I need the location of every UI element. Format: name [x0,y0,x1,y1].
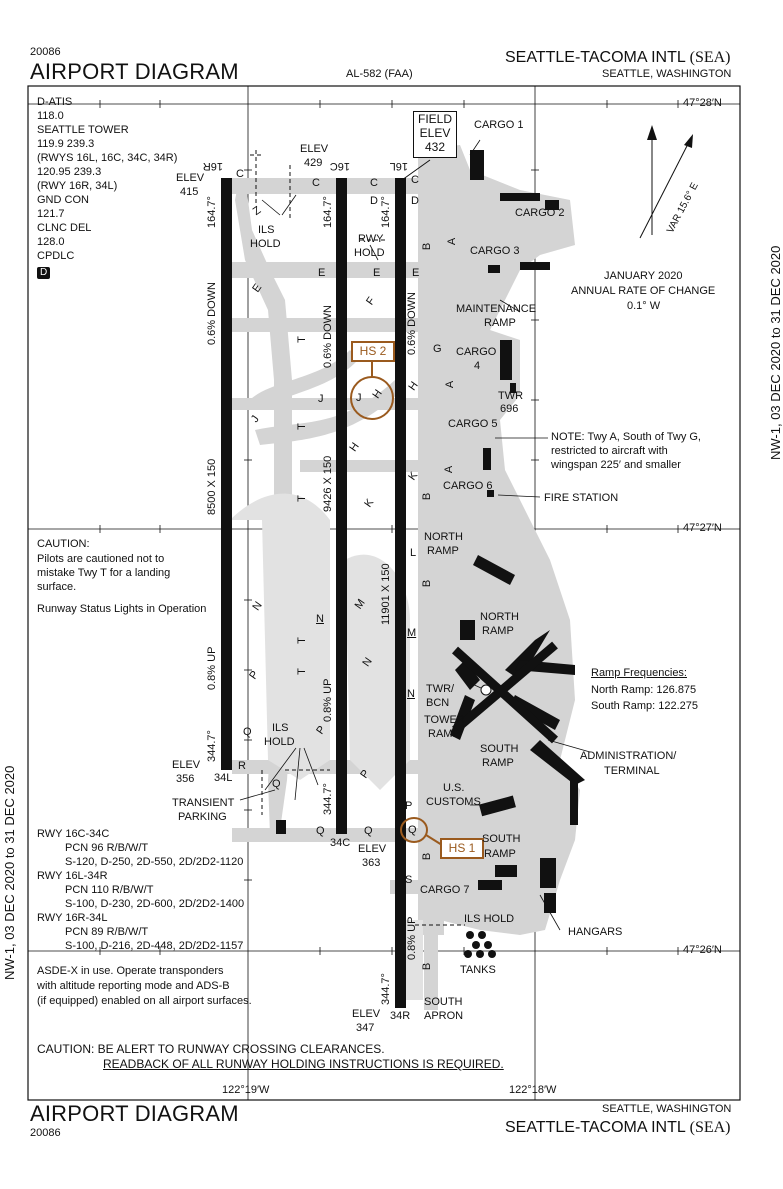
taxiway-n-1: N [250,599,265,613]
ramp-freq-north: North Ramp: 126.875 [591,684,697,696]
taxiway-c-4: C [411,174,419,186]
grid-ticks [100,100,678,955]
tower-freq-2-rwys: (RWY 16R, 34L) [37,180,118,192]
cargo-3-label: CARGO 3 [470,245,520,257]
customs-label-1: U.S. [443,782,465,794]
tower-ramp-label-1: TOWER [424,714,465,726]
ramp-freq-title: Ramp Frequencies: [591,667,687,679]
true-north-arrow [647,125,657,140]
rate-date: JANUARY 2020 [604,270,683,282]
taxiway-q-1: Q [243,726,252,738]
tanks-label: TANKS [460,964,496,976]
caution-2-line-2: READBACK OF ALL RUNWAY HOLDING INSTRUCTIONS IS REQUIRED. [103,1057,504,1071]
elev-34l-label: ELEV [172,759,201,771]
transient-label-1: TRANSIENT [172,797,235,809]
elev-16r-value: 415 [180,186,199,198]
rwy-16l-dimensions: 11901 X 150 [380,563,392,625]
south-apron-label-2: APRON [424,1010,464,1022]
gnd-freq: 121.7 [37,208,65,220]
cargo-4-label: CARGO [456,346,497,358]
taxiway-p-2: P [314,723,329,737]
caution-1-title: CAUTION: [37,538,90,550]
north-ramp-2-label-2: RAMP [482,625,514,637]
taxiway-p-3: P [358,767,373,781]
rate-value: 0.1° W [627,300,661,312]
rwy-16r-label: 16R [202,160,223,172]
asde-line-3: (if equipped) enabled on all airport surfaces. [37,995,252,1007]
hotspot-2-label: HS 2 [351,341,395,362]
rsl-note: Runway Status Lights in Operation [37,603,207,615]
rwy-16c-heading: 164.7° [322,196,334,228]
taxiway-t-5: T [295,668,308,675]
taxiway-e-1: E [318,267,326,279]
south-ramp-2-label-2: RAMP [484,848,516,860]
taxiway-s: S [405,874,413,886]
rwy-34l-heading: 344.7° [206,730,218,762]
tower-label: TWR [498,390,524,402]
clnc-freq: 128.0 [37,236,65,248]
taxiway-b-4: B [421,852,434,861]
elev-34r-label: ELEV [352,1008,381,1020]
taxiway-c-2: C [312,177,320,189]
ils-hold-sw-label-1: ILS [272,722,289,734]
pavement-rwy-3: RWY 16R-34L [37,912,108,924]
cargo-6-label: CARGO 6 [443,480,493,492]
taxiway-m-2: M [407,627,417,639]
page-title: AIRPORT DIAGRAM [30,59,239,84]
maintenance-label: MAINTENANCE [456,303,537,315]
footer-procedure-number: 20086 [30,1127,61,1139]
customs-label-2: CUSTOMS [426,796,481,808]
taxiway-j-1: J [356,392,362,404]
field-elev-value: 432 [424,140,446,154]
taxiway-j-2: J [318,393,324,405]
taxiway-p-1: P [247,668,262,682]
pavement-rwy-2-weights: S-100, D-230, 2D-600, 2D/2D2-1400 [65,898,245,910]
taxiway-q-3: Q [316,825,325,837]
note-line-3: wingspan 225′ and smaller [551,459,681,471]
cargo-7-label: CARGO 7 [420,884,470,896]
south-ramp-2-label-1: SOUTH [482,833,521,845]
tower-elevation: 696 [500,403,519,415]
taxiway-t-4: T [295,637,308,644]
rwy-34l-label: 34L [214,772,233,784]
taxiway-b-2: B [421,492,434,501]
taxiway-h-1: H [406,379,421,393]
airport-location: SEATTLE, WASHINGTON [602,68,732,80]
elev-34l-value: 356 [176,773,195,785]
lat-47-28: 47°28′N [683,97,722,109]
north-ramp-label-2: RAMP [427,545,459,557]
taxiway-e-4: E [250,281,265,295]
field-elev-box [413,111,457,158]
tower-freq-1: 119.9 239.3 [37,138,95,150]
tower-freq-2: 120.95 239.3 [37,166,102,178]
mag-var: VAR 15.6° E [665,180,701,236]
fire-station-label: FIRE STATION [544,492,619,504]
elev-16r-label: ELEV [176,172,205,184]
tower-beacon [481,685,491,695]
lat-47-26: 47°26′N [683,944,722,956]
north-ramp-2-label-1: NORTH [480,611,519,623]
admin-label-2: TERMINAL [604,765,660,777]
footer-airport-name [505,1119,731,1137]
taxiway-h-3: H [347,440,362,454]
transient-label-2: PARKING [178,811,227,823]
cargo-5-label: CARGO 5 [448,418,498,430]
elev-16c-value: 429 [304,157,323,169]
rwy-34r-label: 34R [390,1010,411,1022]
twr-bcn-label-1: TWR/ [426,683,455,695]
taxiway-n-3: N [360,655,375,669]
taxiway-t-1: T [295,336,308,343]
pavement-rwy-1-weights: S-120, D-250, 2D-550, 2D/2D2-1120 [65,856,244,868]
taxiway-n-2: N [316,613,324,625]
rwy-34r-slope: 0.8% UP [406,916,418,960]
clnc-label: CLNC DEL [37,222,92,234]
cargo1-building [470,150,484,180]
rwy-16r-slope: 0.6% DOWN [206,282,218,345]
taxiway-z: Z [250,204,264,218]
al-number: AL-582 (FAA) [346,68,413,80]
pavement-rwy-2: RWY 16L-34R [37,870,108,882]
taxiway-b-5: B [421,962,434,971]
taxiway-e-3: E [412,267,420,279]
taxiway-e-2: E [373,267,381,279]
lon-122-18: 122°18′W [509,1084,557,1096]
asde-line-1: ASDE-X in use. Operate transponders [37,965,224,977]
taxiway-d-1: D [370,195,378,207]
taxiway-p-4: P [405,800,413,812]
taxiway-r: R [238,760,246,772]
d-logo-text: D [37,267,50,279]
rwy-34l-slope: 0.8% UP [206,646,218,690]
rwy-16c-slope: 0.6% DOWN [322,305,334,368]
field-elev-label-1: FIELD [417,112,452,126]
south-ramp-label-1: SOUTH [480,743,519,755]
runway-16c-34c [336,178,347,834]
elev-16c-label: ELEV [300,143,329,155]
rwy-16r-dimensions: 8500 X 150 [206,458,218,515]
right-validity-label: NW-1, 03 DEC 2020 to 31 DEC 2020 [768,245,783,460]
taxiway-b-3: B [421,579,434,588]
footer-title: AIRPORT DIAGRAM [30,1101,239,1126]
cargo5-building [483,448,491,470]
caution-1-line-2: mistake Twy T for a landing [37,567,171,579]
pavement-rwy-3-pcn: PCN 89 R/B/W/T [65,926,149,938]
taxiway-q-5: Q [408,824,417,836]
procedure-number: 20086 [30,46,61,58]
taxiway-q-2: Q [272,778,281,790]
d-icon [37,266,50,279]
cargo4-building [500,340,512,380]
note-line-1: NOTE: Twy A, South of Twy G, [551,431,701,443]
gnd-label: GND CON [37,194,89,206]
taxiway-n-4: N [407,688,415,700]
tower-ramp-label-2: RAMP [428,728,460,740]
taxiway-t-3: T [295,495,308,502]
asde-line-2: with altitude reporting mode and ADS-B [37,980,230,992]
maintenance-ramp-label: RAMP [484,317,516,329]
note-line-2: restricted to aircraft with [551,445,668,457]
taxiway-b-1: B [421,242,434,251]
pavement-rwy-3-weights: S-100, D-216, 2D-448, 2D/2D2-1157 [65,940,244,952]
ils-hold-south-label: ILS HOLD [464,913,515,925]
magnetic-north-arrow [684,134,693,148]
admin-label-1: ADMINISTRATION/ [580,750,677,762]
tower-label: SEATTLE TOWER [37,124,129,136]
lat-47-27: 47°27′N [683,522,722,534]
taxiway-m-1: M [352,597,368,612]
ils-hold-nw-label-2: HOLD [250,238,281,250]
hangars-label: HANGARS [568,926,623,938]
ils-hold-nw-label-1: ILS [258,224,275,236]
hotspot-1-label: HS 1 [440,838,484,859]
south-apron-label-1: SOUTH [424,996,463,1008]
taxiway-a-1: A [446,237,459,246]
runway-16r-34l [221,178,232,770]
taxiway-k-2: K [362,496,377,510]
taxiway-a-3: A [443,465,456,474]
taxiway-a-2: A [444,380,457,389]
taxiway-t-2: T [295,423,308,430]
taxiway-q-4: Q [364,825,373,837]
ramp-freq-south: South Ramp: 122.275 [591,700,699,712]
taxiway-c-3: C [370,177,378,189]
rwy-hold-label-2: HOLD [354,247,385,259]
pavement-rwy-2-pcn: PCN 110 R/B/W/T [65,884,154,896]
airport-name [505,49,731,67]
taxiway-c-1: C [236,168,244,180]
field-elev-label-2: ELEV [419,126,451,140]
pavement-rwy-1: RWY 16C-34C [37,828,110,840]
d-atis-label: D-ATIS [37,96,73,108]
footer-airport-name-text: SEATTLE-TACOMA INTL [505,1119,686,1136]
left-validity-label: NW-1, 03 DEC 2020 to 31 DEC 2020 [2,765,17,980]
rwy-hold-label-1: RWY [358,233,384,245]
rwy-16r-heading: 164.7° [206,196,218,228]
rate-label: ANNUAL RATE OF CHANGE [571,285,716,297]
caution-1-line-1: Pilots are cautioned not to [37,553,165,565]
cargo-1-label: CARGO 1 [474,119,524,131]
footer-location: SEATTLE, WASHINGTON [602,1103,732,1115]
cargo-4-number: 4 [474,360,481,372]
caution-1-line-3: surface. [37,581,77,593]
taxiway-j-3: J [248,413,262,425]
taxiway-g: G [433,343,442,355]
twr-bcn-label-2: BCN [426,697,450,709]
caution-2-line-1: CAUTION: BE ALERT TO RUNWAY CROSSING CLEARANCES. [37,1042,385,1056]
rwy-16l-label: 16L [389,160,408,172]
rwy-16l-heading: 164.7° [380,196,392,228]
cpdlc-label: CPDLC [37,250,75,262]
airport-name-text: SEATTLE-TACOMA INTL [505,49,686,66]
airport-id: (SEA) [689,49,731,66]
taxiway-f: F [364,295,378,308]
rwy-16l-slope: 0.6% DOWN [406,292,418,355]
rwy-16c-dimensions: 9426 X 150 [322,455,334,512]
south-ramp-label-2: RAMP [482,757,514,769]
north-ramp-label-1: NORTH [424,531,463,543]
rwy-34c-heading: 344.7° [322,783,334,815]
rwy-34r-heading: 344.7° [380,973,392,1005]
taxiway-d-2: D [411,195,419,207]
rwy-16c-label: 16C [329,160,350,172]
taxiway-h-2: H [370,387,385,401]
elev-34c-label: ELEV [358,843,387,855]
rwy-34c-label: 34C [330,837,351,849]
ils-hold-sw-label-2: HOLD [264,736,295,748]
tower-freq-1-rwys: (RWYS 16L, 16C, 34C, 34R) [37,152,178,164]
cargo2-building-a [500,193,540,201]
elev-34r-value: 347 [356,1022,375,1034]
d-atis-freq: 118.0 [37,110,64,122]
taxiway-k-1: K [406,469,421,483]
lon-122-19: 122°19′W [222,1084,270,1096]
pavement-rwy-1-pcn: PCN 96 R/B/W/T [65,842,149,854]
taxiway-l: L [410,547,417,559]
cargo-2-label: CARGO 2 [515,207,565,219]
elev-34c-value: 363 [362,857,381,869]
footer-airport-id: (SEA) [689,1119,731,1136]
rwy-34c-slope: 0.8% UP [322,678,334,722]
